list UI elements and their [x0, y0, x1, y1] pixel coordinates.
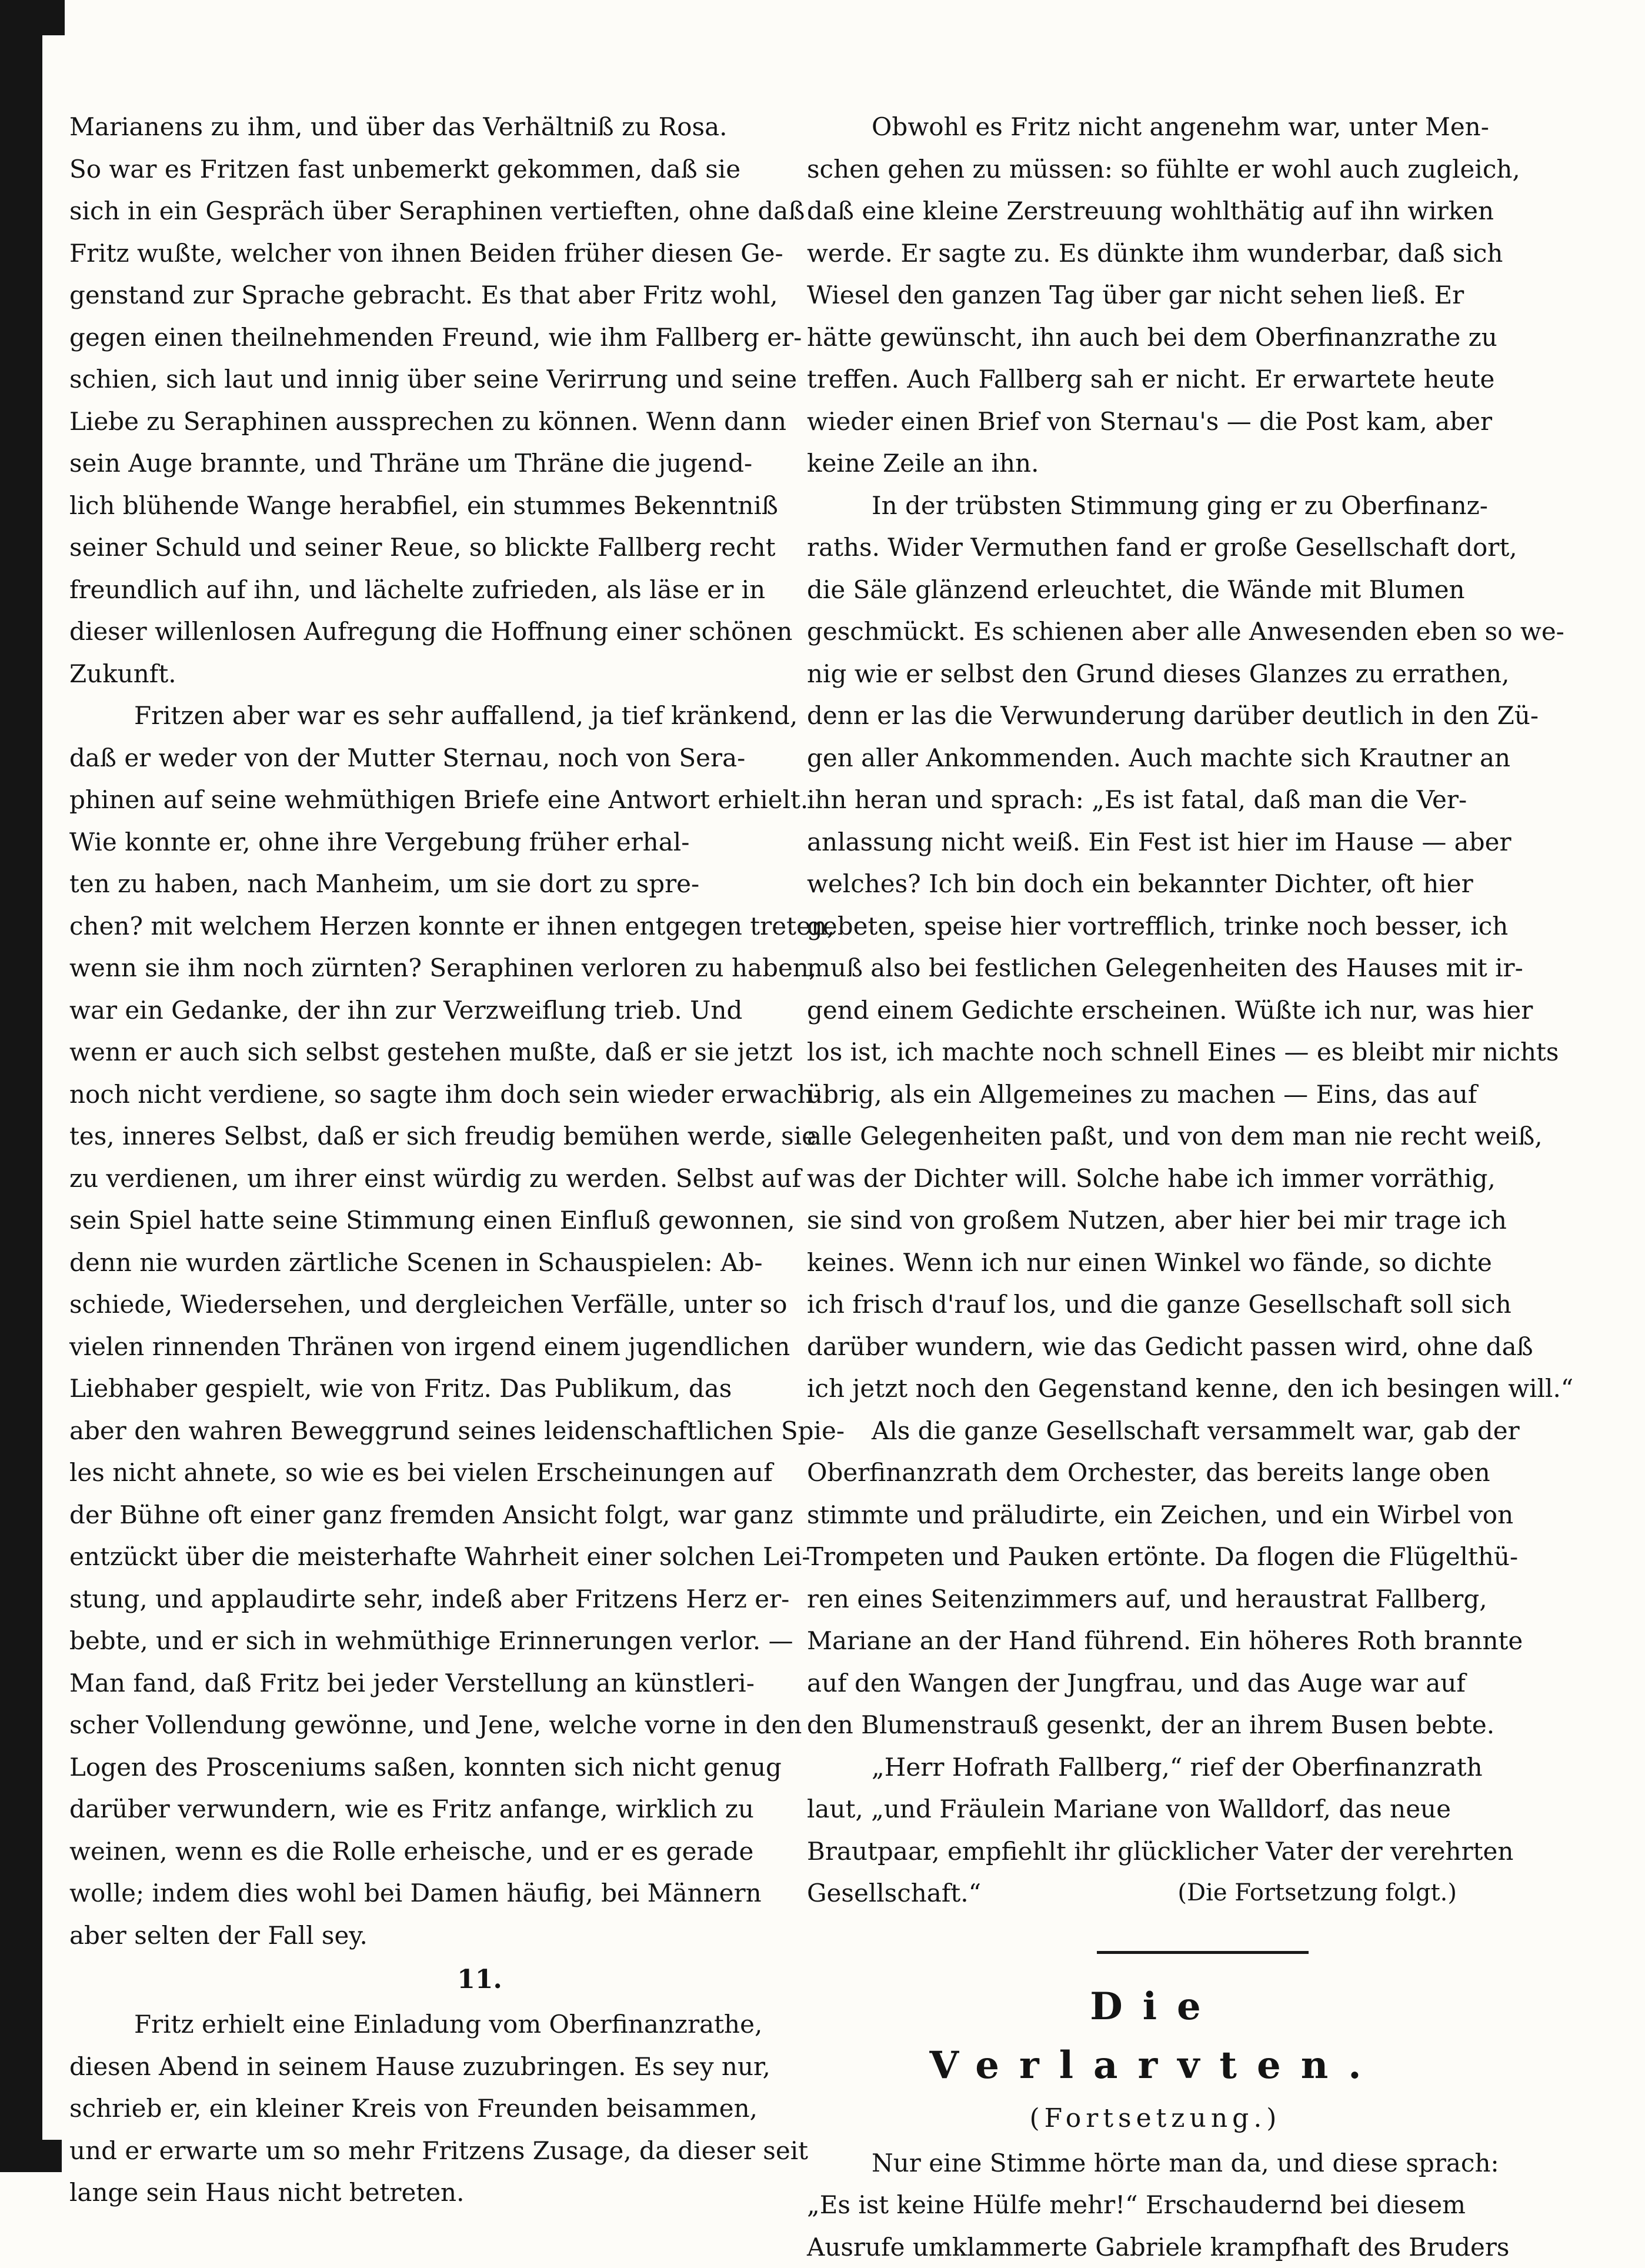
text-line: ren eines Seitenzimmers auf, und heraustrat Fallberg,: [807, 1578, 1457, 1620]
text-line: wenn sie ihm noch zürnten? Seraphinen verloren zu haben,: [69, 947, 749, 989]
story-subtitle: (Fortsetzung.): [807, 2095, 1457, 2142]
text-line: seiner Schuld und seiner Reue, so blickte Fallberg recht: [69, 526, 749, 569]
text-line: zu verdienen, um ihrer einst würdig zu werden. Selbst auf: [69, 1158, 749, 1200]
right-column: [807, 106, 1457, 2268]
right-paragraph-4: [807, 1746, 1457, 1873]
right-paragraph-4-last-line: [807, 1872, 1457, 1915]
text-line: nig wie er selbst den Grund dieses Glanzes zu errathen,: [807, 653, 1457, 695]
text-line: genstand zur Sprache gebracht. Es that aber Fritz wohl,: [69, 274, 749, 316]
text-line: Brautpaar, empfiehlt ihr glücklicher Vater der verehrten: [807, 1830, 1457, 1873]
left-paragraph-3: [69, 2003, 749, 2214]
text-line: wenn er auch sich selbst gestehen mußte, daß er sie jetzt: [69, 1031, 749, 1073]
right-paragraph-1: [807, 106, 1457, 485]
text-line: weinen, wenn es die Rolle erheische, und er es gerade: [69, 1830, 749, 1873]
text-line: alle Gelegenheiten paßt, und von dem man nie recht weiß,: [807, 1115, 1457, 1158]
text-line: raths. Wider Vermuthen fand er große Gesellschaft dort,: [807, 526, 1457, 569]
text-line: ich jetzt noch den Gegenstand kenne, den ich besingen will.“: [807, 1368, 1457, 1410]
text-line: stimmte und präludirte, ein Zeichen, und ein Wirbel von: [807, 1494, 1457, 1536]
text-line: daß er weder von der Mutter Sternau, noch von Sera-: [69, 737, 749, 779]
text-line: denn er las die Verwunderung darüber deutlich in den Zü-: [807, 695, 1457, 737]
text-line: los ist, ich machte noch schnell Eines — es bleibt mir nichts: [807, 1031, 1457, 1073]
text-line: die Säle glänzend erleuchtet, die Wände mit Blumen: [807, 569, 1457, 611]
text-line: „Herr Hofrath Fallberg,“ rief der Oberfinanzrath: [807, 1746, 1457, 1789]
text-line: werde. Er sagte zu. Es dünkte ihm wunderbar, daß sich: [807, 232, 1457, 275]
text-line: ten zu haben, nach Manheim, um sie dort zu spre-: [69, 863, 749, 905]
text-line: Als die ganze Gesellschaft versammelt war, gab der: [807, 1410, 1457, 1452]
text-line: denn nie wurden zärtliche Scenen in Schauspielen: Ab-: [69, 1242, 749, 1284]
text-line: anlassung nicht weiß. Ein Fest ist hier im Hause — aber: [807, 821, 1457, 863]
text-line: wolle; indem dies wohl bei Damen häufig, bei Männern: [69, 1872, 749, 1915]
text-line: schiede, Wiedersehen, und dergleichen Verfälle, unter so: [69, 1283, 749, 1326]
text-line: entzückt über die meisterhafte Wahrheit einer solchen Lei-: [69, 1536, 749, 1578]
text-line: daß eine kleine Zerstreuung wohlthätig auf ihn wirken: [807, 190, 1457, 232]
text-line: Obwohl es Fritz nicht angenehm war, unter Men-: [807, 106, 1457, 148]
text-line: was der Dichter will. Solche habe ich immer vorräthig,: [807, 1158, 1457, 1200]
text-line: Mariane an der Hand führend. Ein höheres Roth brannte: [807, 1620, 1457, 1662]
text-line: schen gehen zu müssen: so fühlte er wohl auch zugleich,: [807, 148, 1457, 191]
text-line: Logen des Prosceniums saßen, konnten sich nicht genug: [69, 1746, 749, 1789]
text-line: Nur eine Stimme hörte man da, und diese sprach:: [807, 2142, 1457, 2184]
text-line: bebte, und er sich in wehmüthige Erinnerungen verlor. —: [69, 1620, 749, 1662]
text-line: schien, sich laut und innig über seine Verirrung und seine: [69, 358, 749, 401]
text-line: welches? Ich bin doch ein bekannter Dichter, oft hier: [807, 863, 1457, 905]
text-line: phinen auf seine wehmüthigen Briefe eine Antwort erhielt.: [69, 779, 749, 821]
text-line: aber den wahren Beweggrund seines leidenschaftlichen Spie-: [69, 1410, 749, 1452]
text-line: gebeten, speise hier vortrefflich, trinke noch besser, ich: [807, 905, 1457, 948]
text-line: Wie konnte er, ohne ihre Vergebung früher erhal-: [69, 821, 749, 863]
binding-corner-top: [0, 0, 65, 35]
binding-corner-bottom: [0, 2140, 62, 2172]
right-paragraph-5: [807, 2142, 1457, 2268]
text-line: ihn heran und sprach: „Es ist fatal, daß man die Ver-: [807, 779, 1457, 821]
text-line: hätte gewünscht, ihn auch bei dem Oberfinanzrathe zu: [807, 316, 1457, 359]
text-line: noch nicht verdiene, so sagte ihm doch sein wieder erwach-: [69, 1073, 749, 1116]
text-line: lange sein Haus nicht betreten.: [69, 2172, 749, 2214]
text-line: wieder einen Brief von Sternau's — die Post kam, aber: [807, 401, 1457, 443]
text-line: laut, „und Fräulein Mariane von Walldorf, das neue: [807, 1788, 1457, 1830]
text-line: vielen rinnenden Thränen von irgend einem jugendlichen: [69, 1326, 749, 1368]
text-line: So war es Fritzen fast unbemerkt gekommen, daß sie: [69, 148, 749, 191]
text-line: gegen einen theilnehmenden Freund, wie ihm Fallberg er-: [69, 316, 749, 359]
text-line: schrieb er, ein kleiner Kreis von Freunden beisammen,: [69, 2087, 749, 2130]
section-number: 11.: [69, 1956, 749, 2003]
text-line: scher Vollendung gewönne, und Jene, welche vorne in den: [69, 1704, 749, 1746]
text-line: Liebhaber gespielt, wie von Fritz. Das Publikum, das: [69, 1368, 749, 1410]
text-line: Fritzen aber war es sehr auffallend, ja tief kränkend,: [69, 695, 749, 737]
text-line: und er erwarte um so mehr Fritzens Zusage, da dieser seit: [69, 2130, 749, 2172]
text-line: stung, und applaudirte sehr, indeß aber Fritzens Herz er-: [69, 1578, 749, 1620]
text-line: keines. Wenn ich nur einen Winkel wo fände, so dichte: [807, 1242, 1457, 1284]
right-paragraph-3: [807, 1410, 1457, 1746]
left-paragraph-1: [69, 106, 749, 695]
text-line: Oberfinanzrath dem Orchester, das bereits lange oben: [807, 1452, 1457, 1494]
text-line: auf den Wangen der Jungfrau, und das Auge war auf: [807, 1662, 1457, 1705]
text-line: muß also bei festlichen Gelegenheiten des Hauses mit ir-: [807, 947, 1457, 989]
text-line: sein Auge brannte, und Thräne um Thräne die jugend-: [69, 442, 749, 485]
text-line: den Blumenstrauß gesenkt, der an ihrem Busen bebte.: [807, 1704, 1457, 1746]
paragraph-end: Gesellschaft.“: [807, 1872, 981, 1915]
text-line: les nicht ahnete, so wie es bei vielen Erscheinungen auf: [69, 1452, 749, 1494]
text-line: lich blühende Wange herabfiel, ein stummes Bekenntniß: [69, 485, 749, 527]
text-line: aber selten der Fall sey.: [69, 1915, 749, 1957]
text-line: Liebe zu Seraphinen aussprechen zu können. Wenn dann: [69, 401, 749, 443]
text-line: darüber verwundern, wie es Fritz anfange, wirklich zu: [69, 1788, 749, 1830]
text-line: ich frisch d'rauf los, und die ganze Gesellschaft soll sich: [807, 1283, 1457, 1326]
text-line: Ausrufe umklammerte Gabriele krampfhaft des Bruders: [807, 2226, 1457, 2268]
text-line: diesen Abend in seinem Hause zuzubringen. Es sey nur,: [69, 2046, 749, 2088]
text-line: Wiesel den ganzen Tag über gar nicht sehen ließ. Er: [807, 274, 1457, 316]
text-line: Zukunft.: [69, 653, 749, 695]
text-line: Fritz wußte, welcher von ihnen Beiden früher diesen Ge-: [69, 232, 749, 275]
text-line: Man fand, daß Fritz bei jeder Verstellung an künstleri-: [69, 1662, 749, 1705]
text-line: Marianens zu ihm, und über das Verhältniß zu Rosa.: [69, 106, 749, 148]
text-line: In der trübsten Stimmung ging er zu Oberfinanz-: [807, 485, 1457, 527]
text-line: war ein Gedanke, der ihn zur Verzweiflung trieb. Und: [69, 989, 749, 1032]
text-line: gen aller Ankommenden. Auch machte sich Krautner an: [807, 737, 1457, 779]
story-title: Die Verlarvten.: [807, 1977, 1457, 2095]
text-line: sein Spiel hatte seine Stimmung einen Einfluß gewonnen,: [69, 1199, 749, 1242]
text-line: chen? mit welchem Herzen konnte er ihnen entgegen treten,: [69, 905, 749, 948]
text-line: Trompeten und Pauken ertönte. Da flogen die Flügelthü-: [807, 1536, 1457, 1578]
text-line: darüber wundern, wie das Gedicht passen wird, ohne daß: [807, 1326, 1457, 1368]
text-line: der Bühne oft einer ganz fremden Ansicht folgt, war ganz: [69, 1494, 749, 1536]
text-line: übrig, als ein Allgemeines zu machen — Eins, das auf: [807, 1073, 1457, 1116]
text-line: freundlich auf ihn, und lächelte zufrieden, als läse er in: [69, 569, 749, 611]
text-line: sich in ein Gespräch über Seraphinen vertieften, ohne daß: [69, 190, 749, 232]
text-line: tes, inneres Selbst, daß er sich freudig bemühen werde, sie: [69, 1115, 749, 1158]
right-paragraph-2: [807, 485, 1457, 1410]
binding-edge: [0, 0, 42, 2172]
text-line: treffen. Auch Fallberg sah er nicht. Er erwartete heute: [807, 358, 1457, 401]
text-line: gend einem Gedichte erscheinen. Wüßte ich nur, was hier: [807, 989, 1457, 1032]
text-line: dieser willenlosen Aufregung die Hoffnung einer schönen: [69, 611, 749, 653]
section-divider: [1097, 1951, 1309, 1954]
left-paragraph-2: [69, 695, 749, 1956]
left-column: [69, 106, 749, 2214]
text-line: keine Zeile an ihn.: [807, 442, 1457, 485]
text-line: geschmückt. Es schienen aber alle Anwesenden eben so we-: [807, 611, 1457, 653]
continued-note: (Die Fortsetzung folgt.): [1177, 1872, 1457, 1915]
text-line: „Es ist keine Hülfe mehr!“ Erschaudernd bei diesem: [807, 2184, 1457, 2226]
text-line: Fritz erhielt eine Einladung vom Oberfinanzrathe,: [69, 2003, 749, 2046]
text-line: sie sind von großem Nutzen, aber hier bei mir trage ich: [807, 1199, 1457, 1242]
